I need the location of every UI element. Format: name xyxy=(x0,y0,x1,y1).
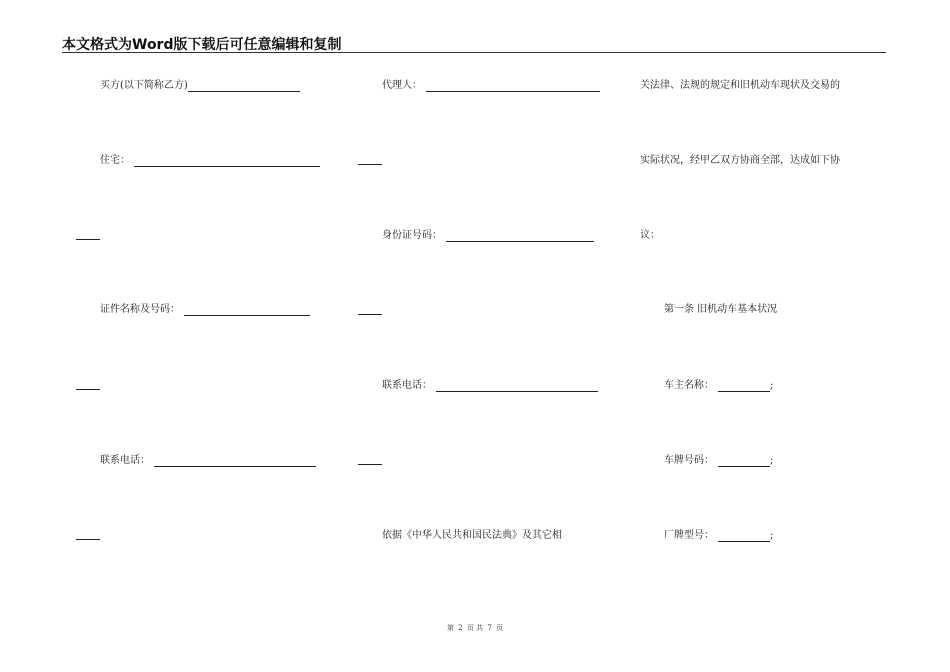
idnum-line xyxy=(382,230,594,242)
residence-label: 住宅： xyxy=(100,155,130,166)
footer-total-pages: 7 xyxy=(487,624,492,632)
model-terminator: ; xyxy=(770,530,774,541)
agreement-text-3: 议： xyxy=(640,230,660,241)
id-label: 证件名称及号码： xyxy=(100,304,180,315)
model-label: 厂牌型号： xyxy=(664,530,714,541)
header-divider xyxy=(62,52,886,53)
owner-blank xyxy=(718,381,770,392)
buyer-phone-line xyxy=(100,455,316,467)
owner-label: 车主名称： xyxy=(664,380,714,391)
owner-terminator: ; xyxy=(770,380,774,391)
document-header-title: 本文格式为Word版下载后可任意编辑和复制 xyxy=(62,37,342,53)
plate-blank xyxy=(718,456,770,467)
buyer-line xyxy=(100,80,300,92)
section-title: 第一条 旧机动车基本状况 xyxy=(664,304,778,315)
residence-blank-continued xyxy=(76,239,100,240)
section-title-line xyxy=(664,304,777,316)
page-footer xyxy=(0,623,950,633)
agreement-text-line-1 xyxy=(640,80,840,92)
law-text: 依据《中华人民共和国民法典》及其它相 xyxy=(382,530,562,541)
residence-line xyxy=(100,155,320,167)
owner-line xyxy=(664,380,773,392)
footer-mid: 页 共 xyxy=(466,624,484,632)
id-blank-continued xyxy=(76,389,100,390)
idnum-blank xyxy=(446,231,594,242)
agreement-text-line-3 xyxy=(640,230,660,242)
footer-suffix: 页 xyxy=(496,624,504,632)
agent-phone-line xyxy=(382,380,598,392)
id-line xyxy=(100,304,310,316)
agreement-text-1: 关法律、法规的规定和旧机动车现状及交易的 xyxy=(640,80,840,91)
buyer-phone-blank-continued xyxy=(76,539,100,540)
footer-prefix: 第 xyxy=(446,624,454,632)
agent-phone-blank xyxy=(436,381,598,392)
buyer-phone-blank xyxy=(154,456,316,467)
plate-label: 车牌号码： xyxy=(664,455,714,466)
idnum-blank-continued xyxy=(358,314,382,315)
agent-blank xyxy=(426,81,600,92)
agent-phone-blank-continued xyxy=(358,464,382,465)
buyer-blank xyxy=(188,81,300,92)
agreement-text-2: 实际状况，经甲乙双方协商全部，达成如下协 xyxy=(640,155,840,166)
model-blank xyxy=(718,531,770,542)
residence-blank xyxy=(134,156,320,167)
agent-label: 代理人： xyxy=(382,80,422,91)
idnum-label: 身份证号码： xyxy=(382,230,442,241)
model-line xyxy=(664,530,773,542)
law-text-line xyxy=(382,530,562,542)
plate-terminator: ; xyxy=(770,455,774,466)
agent-line xyxy=(382,80,600,92)
plate-line xyxy=(664,455,773,467)
agreement-text-line-2 xyxy=(640,155,840,167)
buyer-label: 买方(以下简称乙方) xyxy=(100,80,188,91)
id-blank xyxy=(184,305,310,316)
agent-phone-label: 联系电话： xyxy=(382,380,432,391)
footer-current-page: 2 xyxy=(458,624,463,632)
buyer-phone-label: 联系电话： xyxy=(100,455,150,466)
agent-blank-continued xyxy=(358,164,382,165)
